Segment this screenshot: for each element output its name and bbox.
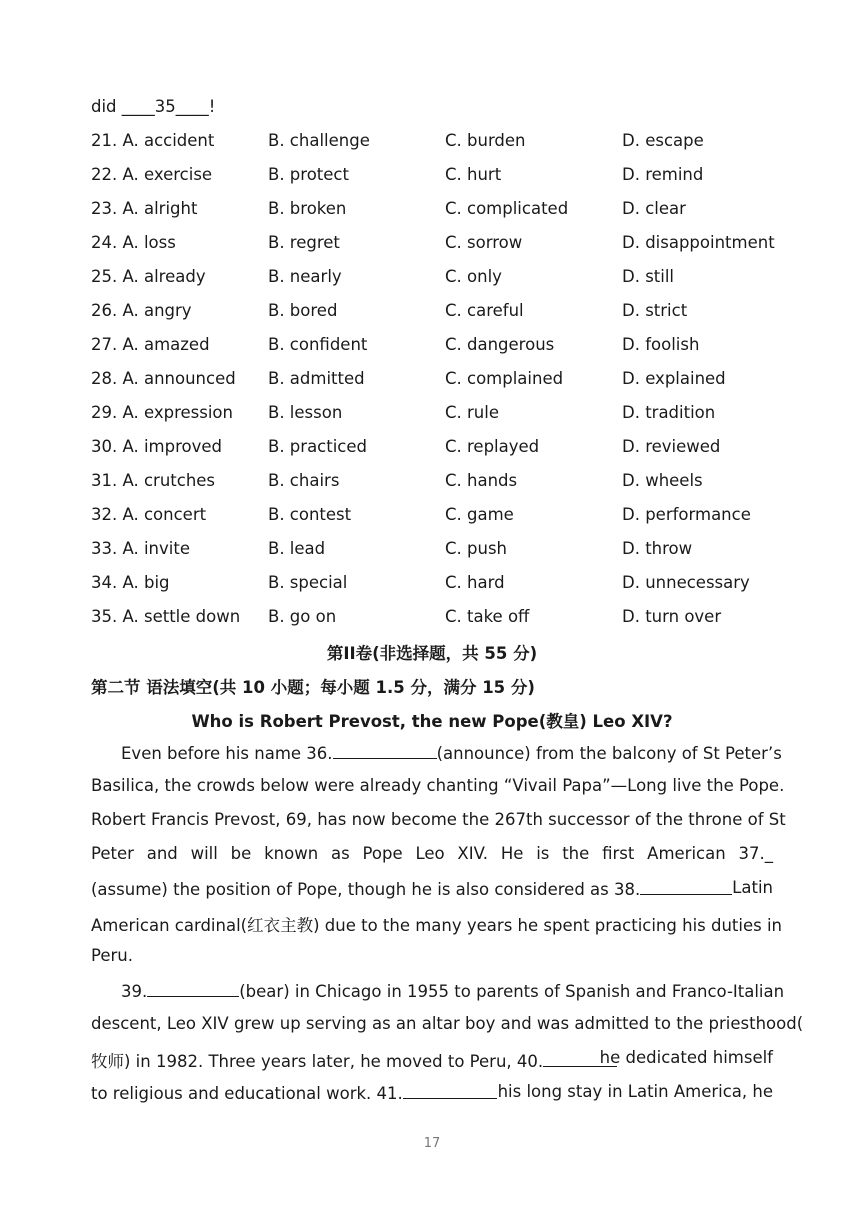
passage-line-10: 牧师) in 1982. Three years later, he moved to Peru, 40. he dedicated himself xyxy=(91,1048,773,1071)
option-d[interactable]: D. disappointment xyxy=(622,233,775,252)
blank-41[interactable] xyxy=(403,1082,497,1099)
option-d[interactable]: D. clear xyxy=(622,199,686,218)
part-title: 第II卷(非选择题，共 55 分) xyxy=(326,644,538,663)
passage-line-8: 39. (bear) in Chicago in 1955 to parents of Spanish and Franco-Italian xyxy=(121,982,785,1001)
option-row-24 xyxy=(91,233,791,267)
option-c[interactable]: C. hurt xyxy=(445,165,502,184)
option-c[interactable]: C. game xyxy=(445,505,514,524)
option-d[interactable]: D. strict xyxy=(622,301,688,320)
option-b[interactable]: B. regret xyxy=(268,233,340,252)
option-a[interactable]: 27. A. amazed xyxy=(91,335,210,354)
option-c[interactable]: C. complained xyxy=(445,369,564,388)
passage-line-7: Peru. xyxy=(91,946,133,965)
option-row-29 xyxy=(91,403,791,437)
passage xyxy=(91,742,804,1116)
option-b[interactable]: B. confident xyxy=(268,335,368,354)
option-c[interactable]: C. rule xyxy=(445,403,499,422)
option-row-21 xyxy=(91,131,791,165)
option-d[interactable]: D. still xyxy=(622,267,675,286)
options-list xyxy=(91,131,791,641)
option-row-28 xyxy=(91,369,791,403)
option-d[interactable]: D. foolish xyxy=(622,335,700,354)
option-d[interactable]: D. tradition xyxy=(622,403,716,422)
section-title: 第二节 语法填空(共 10 小题；每小题 1.5 分，满分 15 分) xyxy=(91,678,535,697)
option-d[interactable]: D. escape xyxy=(622,131,704,150)
option-b[interactable]: B. practiced xyxy=(268,437,367,456)
option-b[interactable]: B. special xyxy=(268,573,348,592)
option-c[interactable]: C. hard xyxy=(445,573,505,592)
option-d[interactable]: D. throw xyxy=(622,539,693,558)
option-c[interactable]: C. burden xyxy=(445,131,526,150)
option-b[interactable]: B. admitted xyxy=(268,369,365,388)
option-a[interactable]: 31. A. crutches xyxy=(91,471,216,490)
option-row-34 xyxy=(91,573,791,607)
option-a[interactable]: 24. A. loss xyxy=(91,233,176,252)
option-row-33 xyxy=(91,539,791,573)
option-b[interactable]: B. broken xyxy=(268,199,347,218)
option-c[interactable]: C. careful xyxy=(445,301,524,320)
passage-title: Who is Robert Prevost, the new Pope(教皇) Leo XIV? xyxy=(191,712,673,731)
passage-line-3: Robert Francis Prevost, 69, has now become the 267th successor of the throne of St xyxy=(91,810,786,829)
option-c[interactable]: C. complicated xyxy=(445,199,569,218)
option-a[interactable]: 32. A. concert xyxy=(91,505,207,524)
passage-line-1: Even before his name 36. (announce) from the balcony of St Peter’s xyxy=(121,744,782,763)
option-c[interactable]: C. take off xyxy=(445,607,530,626)
option-d[interactable]: D. unnecessary xyxy=(622,573,750,592)
option-a[interactable]: 23. A. alright xyxy=(91,199,198,218)
option-b[interactable]: B. lesson xyxy=(268,403,343,422)
passage-line-11: to religious and educational work. 41. his long stay in Latin America, he xyxy=(91,1082,773,1103)
option-c[interactable]: C. sorrow xyxy=(445,233,523,252)
option-b[interactable]: B. go on xyxy=(268,607,337,626)
option-d[interactable]: D. turn over xyxy=(622,607,722,626)
option-b[interactable]: B. challenge xyxy=(268,131,370,150)
option-row-22 xyxy=(91,165,791,199)
option-row-23 xyxy=(91,199,791,233)
option-d[interactable]: D. reviewed xyxy=(622,437,721,456)
passage-line-5: (assume) the position of Pope, though he is also considered as 38. Latin xyxy=(91,878,773,899)
option-c[interactable]: C. hands xyxy=(445,471,518,490)
passage-line-2: Basilica, the crowds below were already chanting “Vivail Papa”—Long live the Pope. xyxy=(91,776,785,795)
option-a[interactable]: 35. A. settle down xyxy=(91,607,241,626)
option-d[interactable]: D. wheels xyxy=(622,471,703,490)
option-c[interactable]: C. push xyxy=(445,539,507,558)
option-a[interactable]: 26. A. angry xyxy=(91,301,192,320)
option-b[interactable]: B. lead xyxy=(268,539,326,558)
option-a[interactable]: 21. A. accident xyxy=(91,131,215,150)
option-b[interactable]: B. chairs xyxy=(268,471,340,490)
top-line: did ____35____! xyxy=(91,97,216,116)
option-d[interactable]: D. explained xyxy=(622,369,726,388)
page-number: 17 xyxy=(423,1136,441,1151)
blank-39[interactable] xyxy=(147,980,239,997)
blank-36[interactable] xyxy=(333,742,437,759)
option-row-35 xyxy=(91,607,791,641)
option-c[interactable]: C. dangerous xyxy=(445,335,555,354)
option-d[interactable]: D. remind xyxy=(622,165,704,184)
option-a[interactable]: 28. A. announced xyxy=(91,369,236,388)
option-a[interactable]: 34. A. big xyxy=(91,573,170,592)
passage-line-4: Peter and will be known as Pope Leo XIV. He is the first American 37._ xyxy=(91,844,773,863)
option-row-30 xyxy=(91,437,791,471)
option-a[interactable]: 30. A. improved xyxy=(91,437,223,456)
option-b[interactable]: B. contest xyxy=(268,505,352,524)
option-row-26 xyxy=(91,301,791,335)
option-b[interactable]: B. bored xyxy=(268,301,338,320)
option-b[interactable]: B. protect xyxy=(268,165,349,184)
option-c[interactable]: C. only xyxy=(445,267,502,286)
option-row-31 xyxy=(91,471,791,505)
blank-38[interactable] xyxy=(640,878,732,895)
passage-line-9: descent, Leo XIV grew up serving as an altar boy and was admitted to the priesthood( xyxy=(91,1014,804,1033)
option-b[interactable]: B. nearly xyxy=(268,267,342,286)
passage-line-6: American cardinal(红衣主教) due to the many years he spent practicing his duties in xyxy=(91,916,783,935)
option-row-27 xyxy=(91,335,791,369)
option-a[interactable]: 29. A. expression xyxy=(91,403,233,422)
option-a[interactable]: 33. A. invite xyxy=(91,539,190,558)
option-row-32 xyxy=(91,505,791,539)
option-a[interactable]: 22. A. exercise xyxy=(91,165,213,184)
option-c[interactable]: C. replayed xyxy=(445,437,540,456)
option-a[interactable]: 25. A. already xyxy=(91,267,206,286)
option-d[interactable]: D. performance xyxy=(622,505,751,524)
option-row-25 xyxy=(91,267,791,301)
